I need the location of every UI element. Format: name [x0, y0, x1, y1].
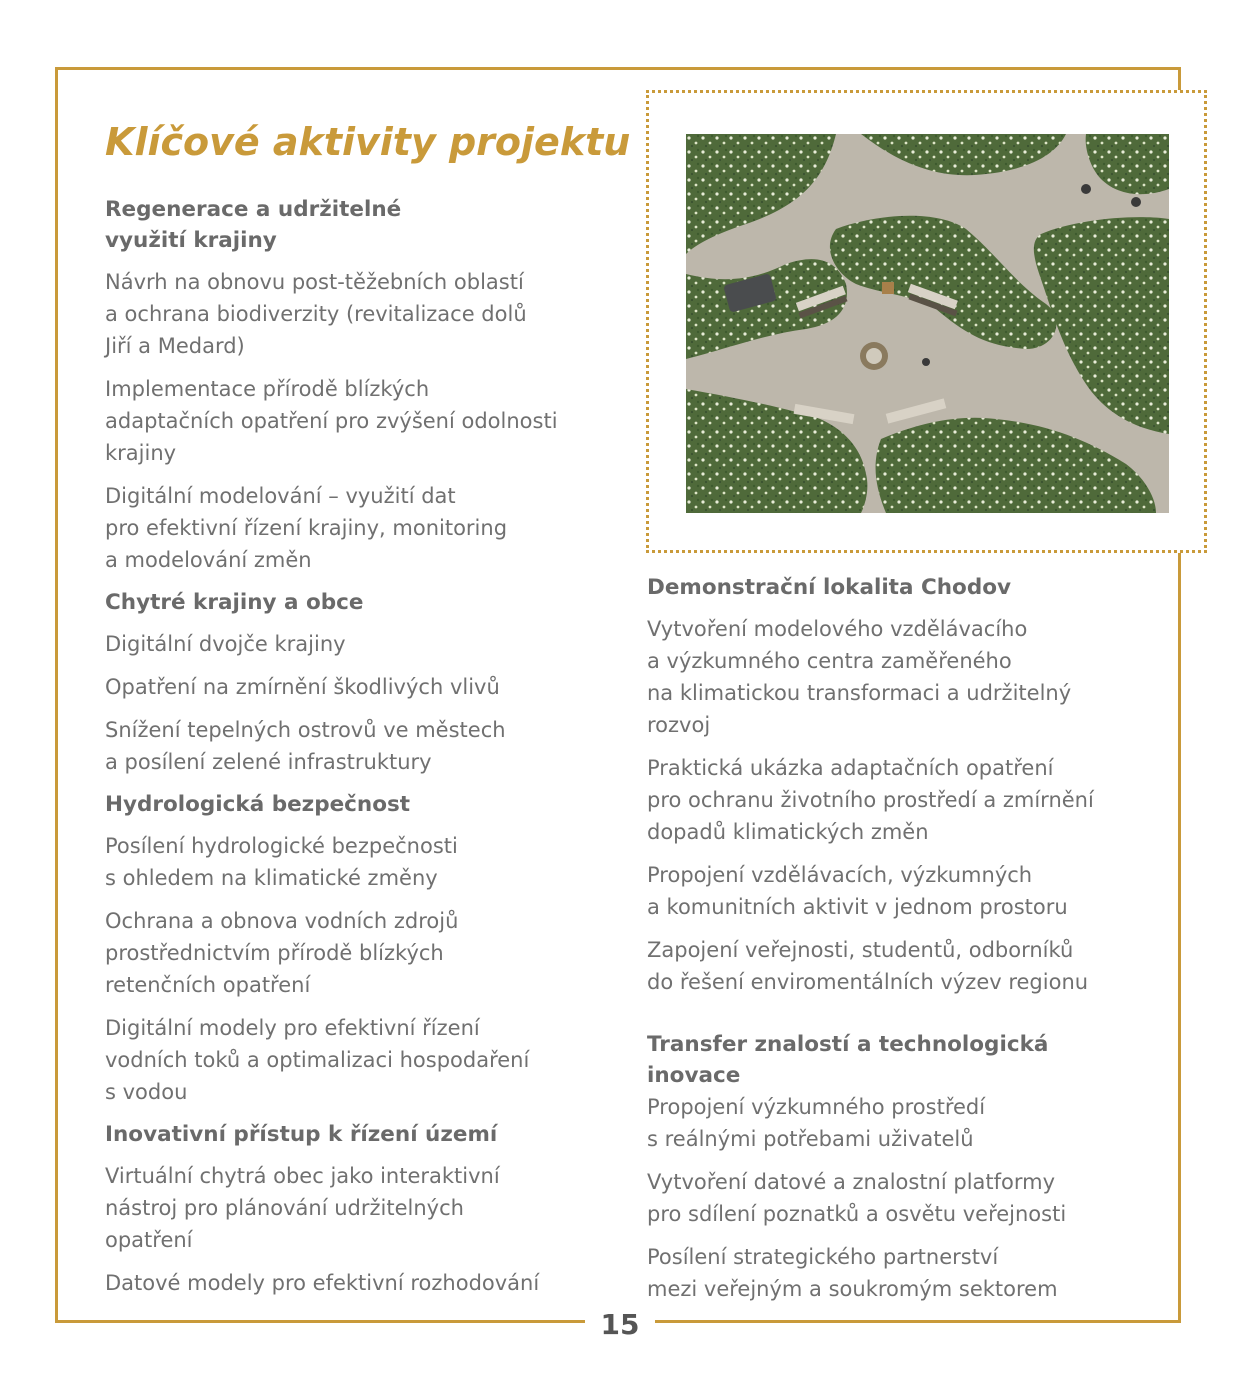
paragraph: Digitální dvojče krajiny: [105, 632, 346, 656]
paragraph: Posílení hydrologické bezpečnosti s ohledem na klimatické změny: [105, 834, 458, 890]
right-column: [647, 572, 1187, 1316]
page-number-box: [585, 1305, 655, 1345]
paragraph: Virtuální chytrá obec jako interaktivní nástroj pro plánování udržitelných opatření: [105, 1164, 500, 1252]
paragraph: Vytvoření datové a znalostní platformy pro sdílení poznatků a osvětu veřejnosti: [647, 1170, 1067, 1226]
paragraph: Propojení výzkumného prostředí s reálnými potřebami uživatelů: [647, 1095, 986, 1151]
section-heading: Transfer znalostí a technologická inovace: [647, 1032, 1049, 1088]
paragraph: Snížení tepelných ostrovů ve městech a posílení zelené infrastruktury: [105, 718, 506, 774]
left-column: [105, 194, 615, 1310]
paragraph: Datové modely pro efektivní rozhodování: [105, 1271, 540, 1295]
section-demonstracni: [647, 572, 1187, 998]
section-heading: Demonstrační lokalita Chodov: [647, 575, 1011, 600]
section-regenerace: [105, 194, 615, 576]
paragraph: Implementace přírodě blízkých adaptačních opatření pro zvýšení odolnosti krajiny: [105, 377, 558, 465]
paragraph: Propojení vzdělávacích, výzkumných a komunitních aktivit v jednom prostoru: [647, 863, 1068, 919]
page-title: Klíčové aktivity projektu: [105, 120, 631, 164]
section-chytre-krajiny: [105, 587, 615, 778]
paragraph: Praktická ukázka adaptačních opatření pro ochranu životního prostředí a zmírnění dopadů klimatických změn: [647, 756, 1094, 844]
section-heading: Inovativní přístup k řízení území: [105, 1122, 498, 1147]
section-gap: [647, 1009, 1187, 1029]
section-heading: Hydrologická bezpečnost: [105, 792, 411, 817]
paragraph: Ochrana a obnova vodních zdrojů prostřednictvím přírodě blízkých retenčních opatření: [105, 909, 459, 997]
paragraph: Digitální modelování – využití dat pro efektivní řízení krajiny, monitoring a modelování změn: [105, 484, 508, 572]
paragraph: Návrh na obnovu post-těžebních oblastí a ochrana biodiverzity (revitalizace dolů Jiří a Medard): [105, 270, 527, 358]
section-inovativni: [105, 1119, 615, 1299]
section-hydrologicka: [105, 789, 615, 1108]
paragraph: Vytvoření modelového vzdělávacího a výzkumného centra zaměřeného na klimatickou transformaci a udržitelný rozvoj: [647, 617, 1072, 737]
paragraph: Opatření na zmírnění škodlivých vlivů: [105, 675, 500, 699]
page-number: 15: [600, 1308, 640, 1341]
section-transfer: [647, 1029, 1187, 1305]
paragraph: Zapojení veřejnosti, studentů, odborníků do řešení enviromentálních výzev regionu: [647, 938, 1089, 994]
photo-frame: [646, 90, 1207, 553]
paragraph: Digitální modely pro efektivní řízení vodních toků a optimalizaci hospodaření s vodou: [105, 1016, 530, 1104]
aerial-park-illustration: [686, 134, 1169, 513]
section-heading: Regenerace a udržitelné využití krajiny: [105, 197, 402, 253]
section-heading: Chytré krajiny a obce: [105, 590, 364, 615]
paragraph: Posílení strategického partnerství mezi veřejným a soukromým sektorem: [647, 1245, 1058, 1301]
aerial-park-photo: [686, 134, 1169, 513]
